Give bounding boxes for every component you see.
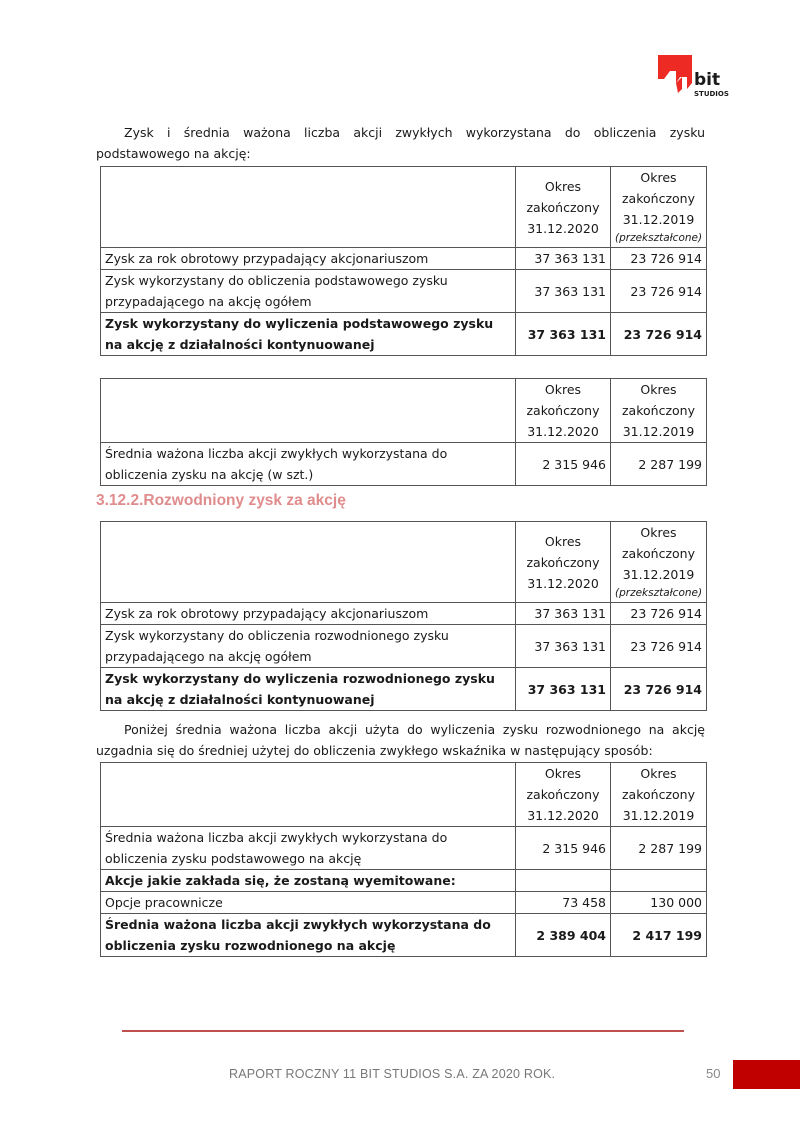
header-line: Okres bbox=[544, 382, 582, 397]
table-header-row bbox=[101, 167, 707, 248]
diluted-profit-table bbox=[100, 521, 707, 711]
header-note: (przekształcone) bbox=[615, 232, 703, 244]
value-2020: 37 363 131 bbox=[516, 625, 611, 668]
header-line: zakończony bbox=[622, 403, 695, 418]
header-line: 31.12.2020 bbox=[527, 575, 599, 591]
footer-text: RAPORT ROCZNY 11 BIT STUDIOS S.A. ZA 2020 ROK. bbox=[229, 1067, 556, 1081]
table-row bbox=[101, 603, 707, 625]
row-label: Zysk za rok obrotowy przypadający akcjonariuszom bbox=[101, 603, 516, 625]
table-row bbox=[101, 625, 707, 668]
value-2020: 2 389 404 bbox=[516, 914, 611, 957]
value-2020: 37 363 131 bbox=[516, 248, 611, 270]
header-line: zakończony bbox=[526, 554, 600, 570]
header-line: Okres bbox=[640, 170, 677, 185]
value-2020: 37 363 131 bbox=[516, 313, 611, 356]
value-2019: 23 726 914 bbox=[611, 603, 707, 625]
table-row bbox=[101, 443, 707, 486]
middle-paragraph bbox=[96, 719, 705, 761]
header-empty-cell bbox=[101, 379, 516, 443]
section-heading: 3.12.2.Rozwodniony zysk za akcję bbox=[96, 492, 346, 509]
header-line: Okres bbox=[640, 766, 677, 781]
value-2020: 37 363 131 bbox=[516, 668, 611, 711]
value-2019: 2 287 199 bbox=[611, 827, 707, 870]
row-label: Zysk wykorzystany do obliczenia rozwodnionego zysku przypadającego na akcję ogółem bbox=[101, 625, 516, 668]
intro-text: Zysk i średnia ważona liczba akcji zwykłych wykorzystana do obliczenia zysku podstawowego na akcję: bbox=[96, 125, 705, 161]
value-2019: 23 726 914 bbox=[611, 313, 707, 356]
header-line: Okres bbox=[640, 525, 677, 540]
svg-text:bit: bit bbox=[694, 70, 721, 90]
diluted-shares-table bbox=[100, 762, 707, 957]
header-line: zakończony bbox=[526, 199, 600, 215]
value-2020 bbox=[516, 870, 611, 892]
value-2019: 23 726 914 bbox=[611, 668, 707, 711]
value-2019: 23 726 914 bbox=[611, 625, 707, 668]
table-row bbox=[101, 668, 707, 711]
table-row bbox=[101, 870, 707, 892]
header-line: 31.12.2020 bbox=[527, 808, 599, 823]
header-line: Okres bbox=[640, 382, 677, 397]
value-2020: 2 315 946 bbox=[516, 443, 611, 486]
header-line: 31.12.2020 bbox=[527, 220, 599, 236]
header-cell-2020 bbox=[516, 379, 611, 443]
basic-profit-table bbox=[100, 166, 707, 356]
table-row bbox=[101, 827, 707, 870]
value-2020: 37 363 131 bbox=[516, 603, 611, 625]
value-2019: 23 726 914 bbox=[611, 270, 707, 313]
row-label: Średnia ważona liczba akcji zwykłych wykorzystana do obliczenia zysku podstawowego na akcję bbox=[101, 827, 516, 870]
value-2020: 73 458 bbox=[516, 892, 611, 914]
middle-paragraph-text: Poniżej średnia ważona liczba akcji użyta do wyliczenia zysku rozwodnionego na akcję uzgadnia się do średniej użytej do obliczenia zwykłego wskaźnika w następujący sposób: bbox=[96, 722, 705, 758]
header-note: (przekształcone) bbox=[615, 587, 703, 599]
value-2019: 2 287 199 bbox=[611, 443, 707, 486]
value-2019 bbox=[611, 870, 707, 892]
row-label: Zysk wykorzystany do wyliczenia podstawowego zysku na akcję z działalności kontynuowanej bbox=[101, 313, 516, 356]
footer-divider bbox=[122, 1030, 684, 1032]
header-cell-2019 bbox=[611, 379, 707, 443]
value-2020: 37 363 131 bbox=[516, 270, 611, 313]
header-empty-cell bbox=[101, 763, 516, 827]
basic-shares-table bbox=[100, 378, 707, 486]
header-line: 31.12.2019 bbox=[622, 808, 695, 823]
header-line: Okres bbox=[544, 178, 582, 194]
row-label: Zysk wykorzystany do obliczenia podstawowego zysku przypadającego na akcję ogółem bbox=[101, 270, 516, 313]
header-empty-cell bbox=[101, 522, 516, 603]
header-line: zakończony bbox=[622, 191, 695, 206]
header-line: Okres bbox=[544, 533, 582, 549]
value-2019: 23 726 914 bbox=[611, 248, 707, 270]
table-row bbox=[101, 270, 707, 313]
header-line: Okres bbox=[544, 766, 582, 781]
header-line: zakończony bbox=[526, 403, 600, 418]
row-label: Zysk wykorzystany do wyliczenia rozwodnionego zysku na akcję z działalności kontynuowanej bbox=[101, 668, 516, 711]
header-line: zakończony bbox=[622, 546, 695, 561]
table-row bbox=[101, 892, 707, 914]
row-label: Akcje jakie zakłada się, że zostaną wyemitowane: bbox=[101, 870, 516, 892]
row-label: Zysk za rok obrotowy przypadający akcjonariuszom bbox=[101, 248, 516, 270]
table-row bbox=[101, 914, 707, 957]
header-line: zakończony bbox=[622, 787, 695, 802]
table-row bbox=[101, 248, 707, 270]
header-line: 31.12.2019 bbox=[622, 567, 695, 582]
value-2020: 2 315 946 bbox=[516, 827, 611, 870]
page-number: 50 bbox=[706, 1066, 721, 1081]
header-line: zakończony bbox=[526, 787, 600, 802]
header-cell-2019 bbox=[611, 522, 707, 603]
row-label: Średnia ważona liczba akcji zwykłych wykorzystana do obliczenia zysku rozwodnionego na akcję bbox=[101, 914, 516, 957]
value-2019: 2 417 199 bbox=[611, 914, 707, 957]
svg-text:STUDIOS: STUDIOS bbox=[694, 90, 729, 98]
header-empty-cell bbox=[101, 167, 516, 248]
header-line: 31.12.2020 bbox=[527, 424, 599, 439]
header-cell-2020 bbox=[516, 167, 611, 248]
row-label: Opcje pracownicze bbox=[101, 892, 516, 914]
company-logo bbox=[656, 55, 736, 100]
table-header-row bbox=[101, 522, 707, 603]
row-label: Średnia ważona liczba akcji zwykłych wykorzystana do obliczenia zysku na akcję (w szt.) bbox=[101, 443, 516, 486]
header-cell-2019 bbox=[611, 167, 707, 248]
table-header-row bbox=[101, 763, 707, 827]
value-2019: 130 000 bbox=[611, 892, 707, 914]
footer-accent-block bbox=[733, 1060, 800, 1089]
header-cell-2020 bbox=[516, 763, 611, 827]
header-cell-2020 bbox=[516, 522, 611, 603]
table-header-row bbox=[101, 379, 707, 443]
header-line: 31.12.2019 bbox=[622, 424, 695, 439]
intro-paragraph bbox=[96, 122, 705, 164]
table-row bbox=[101, 313, 707, 356]
header-line: 31.12.2019 bbox=[622, 212, 695, 227]
header-cell-2019 bbox=[611, 763, 707, 827]
